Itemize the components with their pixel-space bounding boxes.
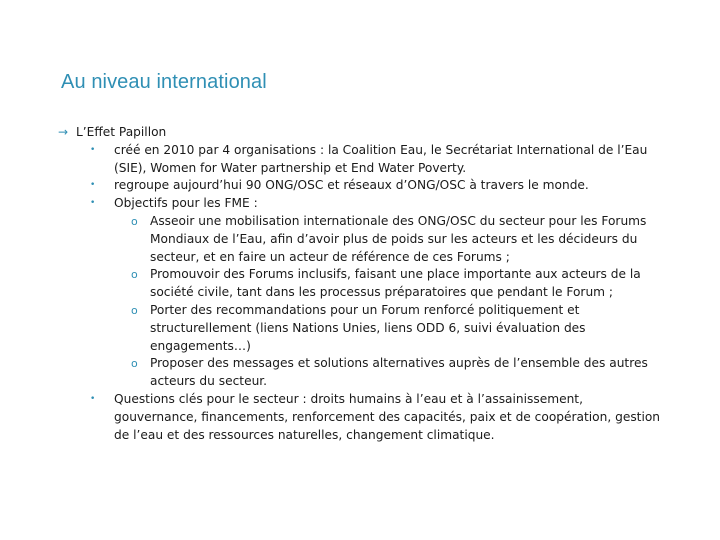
objective-text: Proposer des messages et solutions alternatives auprès de l’ensemble des autres acteurs du secteur. [150,356,648,389]
list-item [114,213,668,266]
section-heading-row [58,124,668,142]
objective-text: Porter des recommandations pour un Forum renforcé politiquement et structurellement (liens Nations Unies, liens ODD 6, suivi évaluation des engagements…) [150,302,586,353]
objective-text: Promouvoir des Forums inclusifs, faisant une place importante aux acteurs de la société civile, tant dans les processus préparatoires que pendant le Forum ; [150,267,641,300]
circle-bullet-icon: o [131,268,138,282]
list-item [114,266,668,302]
bullet-icon: • [90,144,96,155]
bullet-text: créé en 2010 par 4 organisations : la Coalition Eau, le Secrétariat International de l’Eau (SIE), Women for Water partnership et End Water Poverty. [114,142,648,175]
slide-title: Au niveau international [61,71,267,93]
bullet-text: regroupe aujourd’hui 90 ONG/OSC et réseaux d’ONG/OSC à travers le monde. [114,178,589,193]
bullet-text: Questions clés pour le secteur : droits humains à l’eau et à l’assainissement, gouvernance, financements, renforcement des capacités, paix et de coopération, gestion de l’eau et des ressources naturelles, changement climatique. [114,391,661,442]
circle-bullet-icon: o [131,357,138,371]
list-item [58,177,668,195]
list-item [58,142,668,178]
section-heading: L’Effet Papillon [76,125,167,139]
bullet-icon: • [90,393,96,404]
circle-bullet-icon: o [131,303,138,317]
objective-text: Asseoir une mobilisation internationale des ONG/OSC du secteur pour les Forums Mondiaux de l’Eau, afin d’avoir plus de poids sur les acteurs et les décideurs du secteur, et en faire un acteur de référence de ces Forums ; [150,213,647,264]
bullet-text: Objectifs pour les FME : [114,196,258,211]
bullet-icon: • [90,198,96,209]
right-arrow-icon: → [58,125,69,139]
list-item [58,391,668,444]
list-item [114,302,668,355]
objectives-list [114,213,668,391]
circle-bullet-icon: o [131,214,138,228]
bullet-list [58,142,668,445]
bullet-icon: • [90,180,96,191]
slide-content [58,124,668,444]
list-item [114,355,668,391]
list-item [58,195,668,391]
